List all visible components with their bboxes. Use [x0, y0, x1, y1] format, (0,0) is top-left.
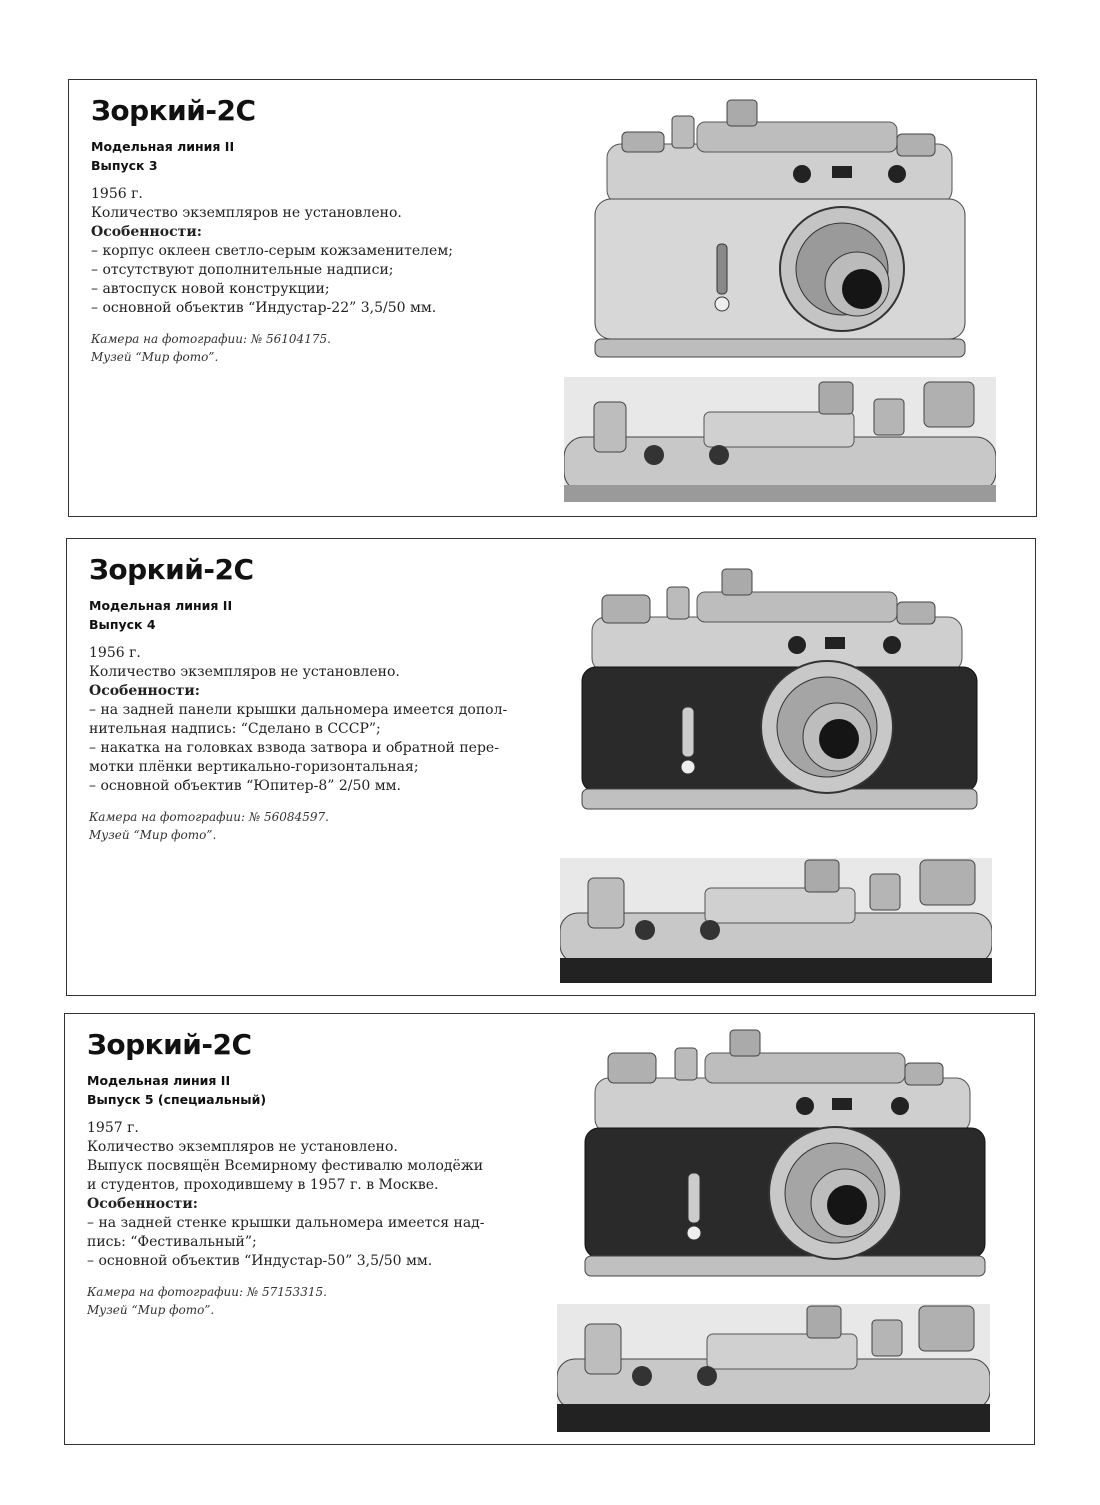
release-year: 1956 г.	[89, 645, 141, 661]
photo-caption	[89, 808, 559, 844]
feature-item: нительная надпись: “Сделано в СССР”;	[89, 721, 381, 737]
features-heading: Особенности:	[91, 224, 202, 240]
release-number: Выпуск 5 (специальный)	[87, 1092, 267, 1107]
release-number: Выпуск 4	[89, 617, 156, 632]
feature-item: – корпус оклеен светло-серым кожзаменителем;	[91, 243, 453, 259]
museum-credit: Музей “Мир фото”.	[91, 350, 219, 364]
entry-text	[87, 1028, 557, 1319]
feature-item: – накатка на головках взвода затвора и обратной пере-	[89, 740, 499, 756]
description-line: Выпуск посвящён Всемирному фестивалю молодёжи	[87, 1158, 484, 1174]
camera-top-photo	[560, 858, 992, 983]
model-line: Модельная линия II	[89, 598, 233, 613]
feature-item: – основной объектив “Юпитер-8” 2/50 мм.	[89, 778, 401, 794]
release-number: Выпуск 3	[91, 158, 158, 173]
feature-item: – основной объектив “Индустар-22” 3,5/50 мм.	[91, 300, 437, 316]
feature-item: – основной объектив “Индустар-50” 3,5/50 мм.	[87, 1253, 433, 1269]
feature-item: – отсутствуют дополнительные надписи;	[91, 262, 394, 278]
features-heading: Особенности:	[89, 683, 200, 699]
camera-top-photo	[564, 377, 996, 502]
features-heading: Особенности:	[87, 1196, 198, 1212]
feature-item: – автоспуск новой конструкции;	[91, 281, 330, 297]
camera-front-photo	[570, 1028, 990, 1298]
model-line: Модельная линия II	[91, 139, 235, 154]
museum-credit: Музей “Мир фото”.	[89, 828, 217, 842]
camera-entry-3	[64, 1013, 1035, 1445]
feature-item: мотки плёнки вертикально-горизонтальная;	[89, 759, 419, 775]
feature-item: – на задней панели крышки дальномера имеется допол-	[89, 702, 508, 718]
description-line: Количество экземпляров не установлено.	[91, 205, 402, 221]
camera-serial: Камера на фотографии: № 56084597.	[89, 810, 329, 824]
description-line: Количество экземпляров не установлено.	[87, 1139, 398, 1155]
entry-text	[91, 94, 561, 366]
camera-top-photo	[557, 1304, 990, 1432]
camera-front-photo	[577, 94, 987, 369]
release-year: 1956 г.	[91, 186, 143, 202]
entry-title: Зоркий-2С	[89, 553, 254, 586]
camera-front-photo	[567, 567, 982, 832]
museum-credit: Музей “Мир фото”.	[87, 1303, 215, 1317]
model-line: Модельная линия II	[87, 1073, 231, 1088]
entry-title: Зоркий-2С	[91, 94, 256, 127]
description-line: и студентов, проходившему в 1957 г. в Москве.	[87, 1177, 439, 1193]
entry-title: Зоркий-2С	[87, 1028, 252, 1061]
description-line: Количество экземпляров не установлено.	[89, 664, 400, 680]
feature-item: пись: “Фестивальный”;	[87, 1234, 257, 1250]
photo-caption	[91, 330, 561, 366]
feature-item: – на задней стенке крышки дальномера имеется над-	[87, 1215, 485, 1231]
camera-serial: Камера на фотографии: № 56104175.	[91, 332, 331, 346]
photo-caption	[87, 1283, 557, 1319]
camera-entry-1	[68, 79, 1037, 517]
entry-text	[89, 553, 559, 844]
camera-entry-2	[66, 538, 1036, 996]
release-year: 1957 г.	[87, 1120, 139, 1136]
camera-serial: Камера на фотографии: № 57153315.	[87, 1285, 327, 1299]
